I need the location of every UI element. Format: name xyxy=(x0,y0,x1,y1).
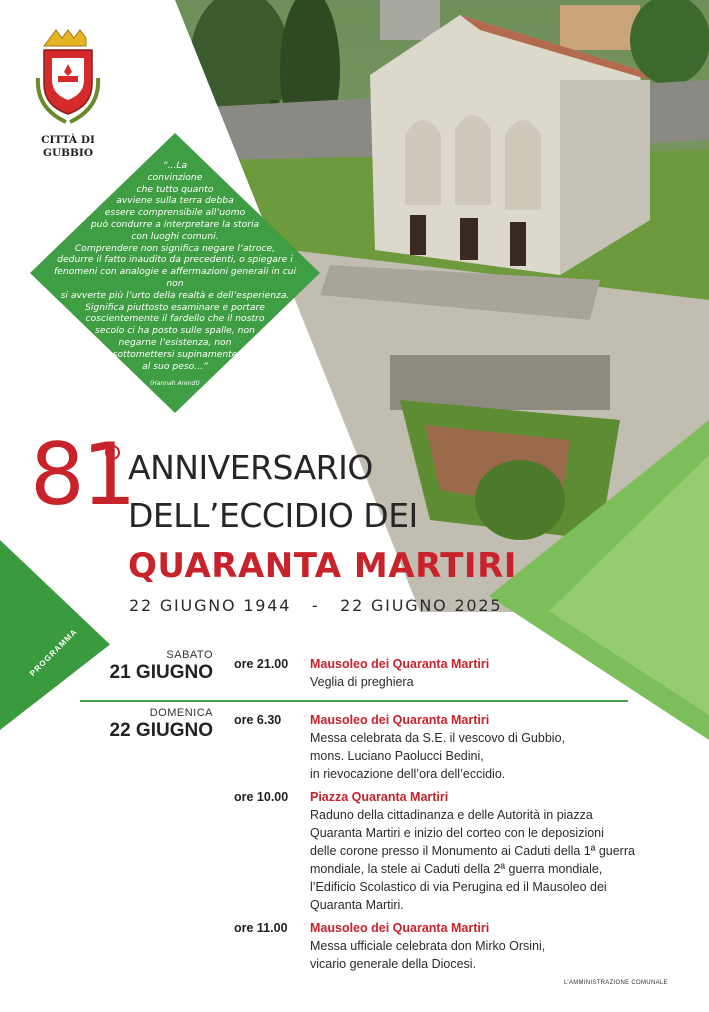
event-1 xyxy=(234,711,704,783)
quote-line: dedurre il fatto inaudito da precedenti, o spiegare i xyxy=(57,254,293,266)
event-desc-line: mons. Luciano Paolucci Bedini, xyxy=(310,749,484,763)
event-desc-line: in rievocazione dell’ora dell’eccidio. xyxy=(310,767,506,781)
quote-line: si avverte più l’urto della realtà e dell’esperienza. xyxy=(60,289,290,301)
event-3 xyxy=(234,919,704,973)
event-desc-line: Messa celebrata da S.E. il vescovo di Gubbio, xyxy=(310,731,565,745)
event-time: ore 6.30 xyxy=(234,713,282,727)
event-desc-line: vicario generale della Diocesi. xyxy=(310,957,477,971)
day-date: 21 GIUGNO xyxy=(109,662,213,683)
quote-line: secolo ci ha posto sulle spalle, non xyxy=(95,325,255,337)
event-desc-line: Messa ufficiale celebrata don Mirko Orsini, xyxy=(310,939,546,953)
event-desc xyxy=(310,729,704,783)
city-line-2: GUBBIO xyxy=(43,147,93,159)
event-0 xyxy=(234,655,704,691)
anniversary-number: 81 xyxy=(30,425,134,525)
quote-line: al suo peso...” xyxy=(142,360,208,372)
quote-line: convinzione xyxy=(147,171,203,183)
quote-line: “...La xyxy=(162,160,188,171)
city-line-1: CITTÀ DI xyxy=(41,134,95,146)
event-place: Piazza Quaranta Martiri xyxy=(310,790,449,804)
event-desc-line: l’Edificio Scolastico di via Perugina ed il Mausoleo dei xyxy=(310,880,607,894)
title-line-3: QUARANTA MARTIRI xyxy=(128,546,517,586)
event-time: ore 11.00 xyxy=(234,921,288,935)
event-desc xyxy=(310,673,704,691)
day-date: 22 GIUGNO xyxy=(109,720,213,741)
event-desc-line: Quaranta Martiri. xyxy=(310,898,404,912)
date-range-text: 22 GIUGNO 1944 - 22 GIUGNO 2025 xyxy=(129,596,503,615)
quote-line: fenomeni con analogie e affermazioni generali in cui non xyxy=(53,266,297,289)
quote-block xyxy=(44,160,306,390)
event-desc-line: Quaranta Martiri e inizio del corteo con le deposizioni xyxy=(310,826,604,840)
event-desc-line: delle corone presso il Monumento ai Caduti della 1ª guerra xyxy=(310,844,635,858)
quote-line: Significa piuttosto esaminare e portare xyxy=(85,301,265,313)
city-name xyxy=(26,134,110,160)
quote-line: essere comprensibile all’uomo xyxy=(104,207,246,219)
quote-line: che tutto quanto xyxy=(136,183,214,195)
event-desc xyxy=(310,937,704,973)
title-line-1: ANNIVERSARIO xyxy=(128,448,373,487)
quote-line: coscientemente il fardello che il nostro xyxy=(85,313,265,325)
event-desc-line: Raduno della cittadinanza e delle Autorità in piazza xyxy=(310,808,593,822)
day-saturday xyxy=(110,649,213,684)
event-2 xyxy=(234,788,704,914)
quote-line: con luoghi comuni. xyxy=(131,230,219,242)
quote-author: (Hannah Arendt) xyxy=(149,380,201,388)
date-range xyxy=(129,596,502,615)
quote-text xyxy=(44,160,306,372)
quote-line: Comprendere non significa negare l’atroce, xyxy=(74,242,276,254)
quote-line: sottomettersi supinamente xyxy=(112,348,238,360)
quote-line: può condurre a interpretare la storia xyxy=(90,218,260,230)
event-desc-line: Veglia di preghiera xyxy=(310,675,414,689)
day-separator xyxy=(80,700,628,702)
day-sunday xyxy=(110,707,213,742)
event-place: Mausoleo dei Quaranta Martiri xyxy=(310,657,490,671)
quote-line: negarne l’esistenza, non xyxy=(118,336,232,348)
event-desc-line: mondiale, la stele ai Caduti della 2ª guerra mondiale, xyxy=(310,862,603,876)
event-place: Mausoleo dei Quaranta Martiri xyxy=(310,713,490,727)
title-line-2: DELL’ECCIDIO DEI xyxy=(128,496,418,535)
programma-label: PROGRAMMA xyxy=(28,626,80,679)
event-time: ore 21.00 xyxy=(234,657,289,671)
event-place: Mausoleo dei Quaranta Martiri xyxy=(310,921,490,935)
day-name: DOMENICA xyxy=(149,707,213,719)
event-desc xyxy=(310,806,704,914)
event-time: ore 10.00 xyxy=(234,790,289,804)
quote-line: avviene sulla terra debba xyxy=(116,195,234,207)
footer-administration: L’AMMINISTRAZIONE COMUNALE xyxy=(564,980,668,986)
gubbio-crest-icon xyxy=(32,28,104,128)
day-name: SABATO xyxy=(166,649,213,661)
degree-symbol xyxy=(105,445,120,460)
